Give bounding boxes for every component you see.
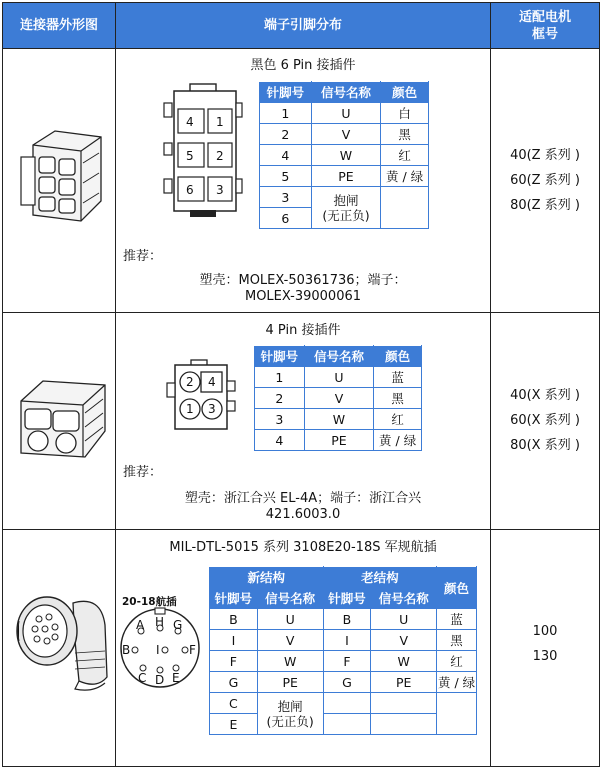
signal-cell: W [371,651,437,672]
plug-letter: B [122,643,131,657]
motor-frame: 80(Z 系列 ) [510,198,580,213]
table-row [260,187,429,208]
signal-cell: PE [311,166,381,187]
color-cell: 黄 / 绿 [381,166,429,187]
motor-frame: 60(X 系列 ) [510,413,580,428]
signal-cell: PE [304,430,374,451]
signal-cell: U [304,367,374,388]
signal-cell: V [311,124,381,145]
table-row [210,630,477,651]
4pin-label: 4 [208,375,216,389]
pin-cell: 3 [255,409,305,430]
color-cell: 黄 / 绿 [374,430,422,451]
plug-letter: F [189,643,196,657]
signal-cell [371,714,437,735]
pin-cell [323,693,371,714]
signal-cell: V [257,630,323,651]
color-cell [381,187,429,229]
signal-header: 信号名称 [304,346,374,367]
aviation-plug-label: 20-18航插 [122,596,177,608]
table-row [260,145,429,166]
table-row [210,651,477,672]
row1-pin-table [259,81,429,229]
pin-cell: 5 [260,166,312,187]
row1-recommend-label: 推荐： [123,249,163,264]
4pin-label: 3 [208,402,216,416]
row1-motor-frames [491,143,599,218]
color-cell: 黄 / 绿 [437,672,477,693]
row2-recommend-line2: 421.6003.0 [265,507,341,522]
header-pin-layout: 端子引脚分布 [263,18,342,33]
6pin-label: 1 [216,115,224,129]
color-header: 颜色 [381,82,429,103]
plug-letter: A [136,618,145,632]
plug-letter: I [156,643,160,657]
pin-cell [323,714,371,735]
table-row [210,714,477,735]
6pin-label: 4 [186,115,194,129]
pin-cell: 4 [260,145,312,166]
motor-frame: 80(X 系列 ) [510,438,580,453]
pin-header: 针脚号 [323,588,371,609]
brake-note: (无正负) [266,713,314,729]
header-motor-frame-line2: 框号 [531,26,558,42]
row-divider [3,529,599,530]
header-motor-frame-line1: 适配电机 [518,9,571,25]
4pin-label: 2 [186,375,194,389]
signal-cell: PE [257,672,323,693]
table-row [255,430,422,451]
row2-pin-table [254,345,422,451]
color-cell: 蓝 [374,367,422,388]
pin-cell: G [210,672,258,693]
new-structure-header: 新结构 [210,567,324,588]
pin-cell: 2 [255,388,305,409]
table-row [210,672,477,693]
signal-cell: PE [371,672,437,693]
connector-table [2,2,600,767]
signal-cell [371,693,437,714]
table-row [255,409,422,430]
6pin-diagram-outline [156,83,248,219]
pin-cell: 4 [255,430,305,451]
6pin-label: 5 [186,149,194,163]
table-header [3,3,599,48]
table-row [210,609,477,630]
pin-cell: I [210,630,258,651]
pin-cell: G [323,672,371,693]
table-row [255,367,422,388]
color-cell: 红 [381,145,429,166]
brake-cell [311,187,381,229]
old-structure-header: 老结构 [323,567,437,588]
color-header: 颜色 [374,346,422,367]
pin-cell: 1 [255,367,305,388]
signal-cell: W [257,651,323,672]
motor-frame: 130 [532,649,558,664]
row2-recommend-line1: 塑壳：浙江合兴 EL-4A；端子：浙江合兴 [184,491,422,506]
color-cell: 蓝 [437,609,477,630]
pin-cell: E [210,714,258,735]
molex-6pin-connector-photo [15,123,107,233]
signal-cell: V [304,388,374,409]
signal-header: 信号名称 [311,82,381,103]
pin-cell: B [210,609,258,630]
4pin-diagram [163,359,243,435]
color-cell: 黑 [374,388,422,409]
6pin-label: 3 [216,183,224,197]
table-row [210,693,477,714]
row-divider [3,312,599,313]
header-motor-frame [491,3,599,48]
aviation-plug-photo [13,581,111,693]
plug-letter: C [138,671,147,685]
color-cell: 白 [381,103,429,124]
plug-letter: D [155,673,165,687]
pin-cell: 6 [260,208,312,229]
table-row [255,388,422,409]
row1-recommend-line1: 塑壳：MOLEX-50361736；端子： [199,273,407,288]
pin-header: 针脚号 [255,346,305,367]
row3-pin-table [209,566,477,735]
signal-cell: U [371,609,437,630]
6pin-diagram [156,83,248,219]
signal-cell: W [304,409,374,430]
column-divider [115,3,116,766]
pin-cell: 2 [260,124,312,145]
signal-cell: V [371,630,437,651]
color-cell [437,693,477,735]
brake-cell [257,693,323,735]
header-connector-image: 连接器外形图 [19,18,98,33]
color-header: 颜色 [437,567,477,609]
pin-cell: F [210,651,258,672]
4pin-connector-photo [13,373,109,469]
signal-cell: U [257,609,323,630]
row2-title: 4 Pin 接插件 [265,323,341,338]
color-cell: 红 [437,651,477,672]
row2-motor-frames [491,383,599,458]
pin-cell: B [323,609,371,630]
pin-header: 针脚号 [210,588,258,609]
signal-cell: W [311,145,381,166]
motor-frame: 40(Z 系列 ) [510,148,580,163]
plug-letter: G [173,618,183,632]
brake-note: (无正负) [322,207,370,223]
brake-label: 抱闸 [277,698,303,714]
4pin-label: 1 [186,402,194,416]
row2-recommend-label: 推荐： [123,465,163,480]
pin-cell: F [323,651,371,672]
signal-header: 信号名称 [257,588,323,609]
row3-motor-frames [491,619,599,669]
plug-letter: E [172,671,180,685]
motor-frame: 100 [532,624,558,639]
table-row [260,103,429,124]
brake-label: 抱闸 [333,192,359,208]
table-row [260,166,429,187]
motor-frame: 40(X 系列 ) [510,388,580,403]
color-cell: 红 [374,409,422,430]
row-divider [3,48,599,49]
plug-letter: H [155,615,165,629]
pin-cell: I [323,630,371,651]
color-cell: 黑 [381,124,429,145]
row1-recommend-line2: MOLEX-39000061 [244,289,362,304]
pin-cell: 3 [260,187,312,208]
4pin-diagram-outline [163,359,243,435]
row1-title: 黑色 6 Pin 接插件 [250,58,356,73]
pin-cell: 1 [260,103,312,124]
6pin-label: 2 [216,149,224,163]
pin-cell: C [210,693,258,714]
motor-frame: 60(Z 系列 ) [510,173,580,188]
signal-header: 信号名称 [371,588,437,609]
pin-header: 针脚号 [260,82,312,103]
aviation-plug-diagram [119,607,201,689]
signal-cell: U [311,103,381,124]
table-row [260,124,429,145]
color-cell: 黑 [437,630,477,651]
6pin-label: 6 [186,183,194,197]
row3-title: MIL-DTL-5015 系列 3108E20-18S 军规航插 [169,540,437,555]
